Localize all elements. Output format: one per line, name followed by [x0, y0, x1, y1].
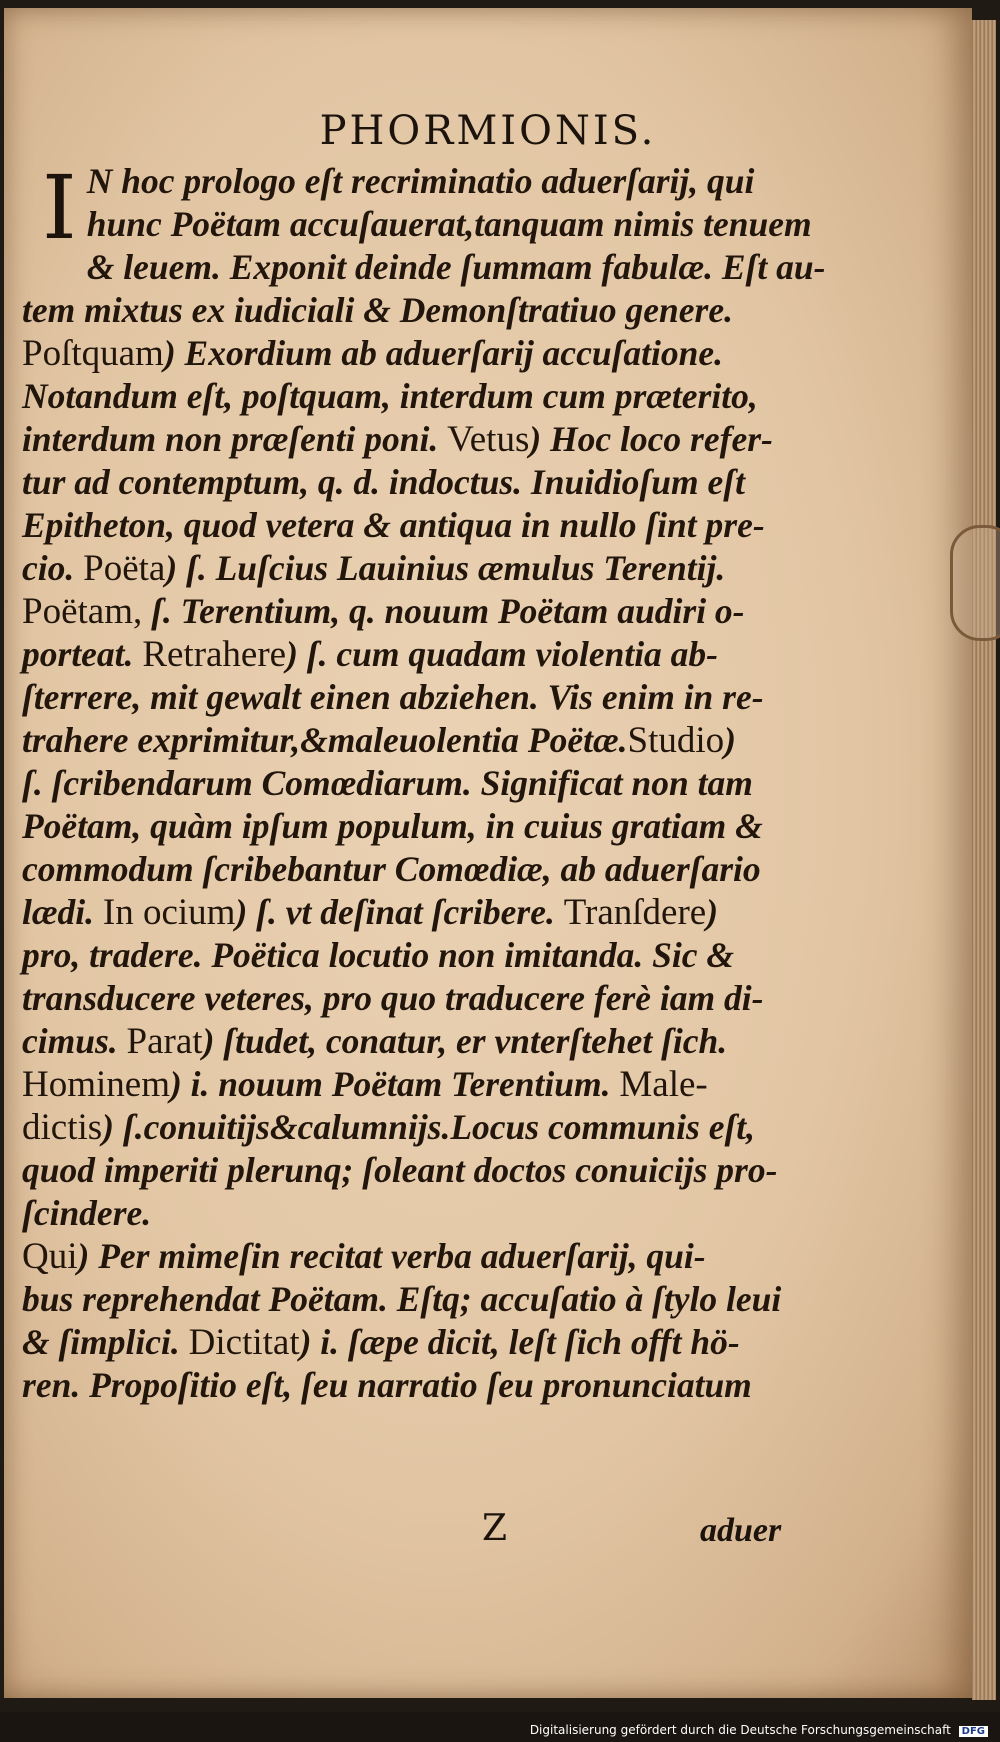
signature-mark: Z	[482, 1508, 508, 1549]
gloss: ſcindere.	[22, 1193, 152, 1233]
running-head: PHORMIONIS.	[319, 108, 657, 154]
gloss: ) Per mimeſin recitat verba aduerſarij, qui-	[77, 1236, 706, 1276]
text-line	[22, 461, 822, 504]
gloss: & leuem. Exponit deinde ſummam fabulæ. Eſt au-	[86, 247, 826, 287]
lemma: Tranſdere	[563, 892, 707, 933]
gloss: )	[706, 892, 719, 932]
funding-credit	[526, 1722, 992, 1738]
text-line	[22, 1106, 822, 1149]
gloss: Poëtam, quàm ipſum populum, in cuius gratiam &	[22, 806, 763, 846]
gloss: tem mixtus ex iudiciali & Demonſtratiuo genere.	[22, 290, 733, 330]
lemma: Dictitat	[188, 1322, 300, 1363]
text-line	[22, 246, 826, 289]
text-line	[22, 1020, 822, 1063]
gloss: bus reprehendat Poëtam. Eſtq; accuſatio à ſtylo leui	[22, 1279, 782, 1319]
lemma: Qui	[22, 1236, 78, 1277]
text-line	[22, 590, 822, 633]
gloss: porteat.	[22, 634, 143, 674]
funding-credit-text: Digitalisierung gefördert durch die Deutsche Forschungsgemeinschaft	[529, 1723, 951, 1737]
text-line	[22, 633, 822, 676]
gloss: ſ. Terentium, q. nouum Poëtam audiri o-	[142, 591, 745, 631]
book-page	[4, 8, 972, 1698]
text-line	[22, 762, 822, 805]
text-line	[22, 719, 822, 762]
drop-cap-initial: I	[42, 156, 77, 259]
lemma: In ocium	[102, 892, 236, 933]
gloss: commodum ſcribebantur Comœdiæ, ab aduerſario	[22, 849, 761, 889]
text-line	[22, 1192, 822, 1235]
gloss: Notandum eſt, poſtquam, interdum cum præterito,	[22, 376, 758, 416]
lemma: Retrahere	[142, 634, 287, 675]
text-line	[22, 289, 822, 332]
gloss: cio.	[22, 548, 84, 588]
text-line	[22, 676, 822, 719]
gloss: ſ. ſcribendarum Comœdiarum. Significat non tam	[22, 763, 753, 803]
lemma: Studio	[627, 720, 725, 761]
gloss: ) ſtudet, conatur, er vnterſtehet ſich.	[202, 1021, 728, 1061]
lemma: Parat	[126, 1021, 203, 1062]
book-clasp	[950, 525, 1000, 641]
lemma: Hominem	[22, 1064, 170, 1105]
gloss: ren. Propoſitio eſt, ſeu narratio ſeu pronunciatum	[22, 1365, 752, 1405]
gloss: tur ad contemptum, q. d. indoctus. Inuidioſum eſt	[22, 462, 745, 502]
gloss: interdum non præſenti poni.	[22, 419, 448, 459]
lemma: Male-	[619, 1064, 708, 1105]
gloss: N hoc prologo eſt recriminatio aduerſarij, qui	[86, 161, 755, 201]
lemma: dictis	[22, 1107, 103, 1148]
gloss: quod imperiti plerunq; ſoleant doctos conuicijs pro-	[22, 1150, 778, 1190]
text-line	[22, 1235, 822, 1278]
gloss: trahere exprimitur,&maleuolentia Poëtæ.	[22, 720, 628, 760]
gloss: hunc Poëtam accuſauerat,tanquam nimis tenuem	[86, 204, 812, 244]
text-line	[22, 504, 822, 547]
text-line	[22, 1364, 822, 1407]
gloss: )	[724, 720, 736, 760]
gloss: pro, tradere. Poëtica locutio non imitanda. Sic &	[22, 935, 734, 975]
page-edges	[972, 20, 996, 1700]
gloss: Epitheton, quod vetera & antiqua in nullo ſint pre-	[22, 505, 765, 545]
gloss: transducere veteres, pro quo traducere ferè iam di-	[22, 978, 764, 1018]
dfg-logo: DFG	[959, 1726, 988, 1737]
gloss: lædi.	[22, 892, 103, 932]
text-line	[22, 848, 822, 891]
gloss: ) Hoc loco refer-	[529, 419, 773, 459]
text-line	[22, 160, 822, 203]
text-line	[22, 1321, 822, 1364]
text-line	[22, 805, 822, 848]
gloss: ) ſ. Luſcius Lauinius æmulus Terentij.	[165, 548, 726, 588]
text-line	[22, 977, 822, 1020]
gloss: ſterrere, mit gewalt einen abziehen. Vis enim in re-	[22, 677, 764, 717]
text-line	[22, 1149, 822, 1192]
lemma: Vetus	[447, 419, 530, 460]
text-line	[22, 375, 822, 418]
text-line	[22, 203, 822, 246]
lemma: Poëta	[83, 548, 166, 589]
gloss: ) Exordium ab aduerſarij accuſatione.	[163, 333, 723, 373]
text-line	[22, 934, 822, 977]
text-line	[22, 1278, 822, 1321]
gloss: ) ſ. vt deſinat ſcribere.	[235, 892, 564, 932]
text-line	[22, 332, 822, 375]
commentary-text	[22, 156, 826, 1407]
lemma: Poſtquam	[22, 333, 164, 374]
gloss: & ſimplici.	[22, 1322, 189, 1362]
gloss: ) i. ſæpe dicit, leſt ſich offt hö-	[299, 1322, 740, 1362]
gloss: cimus.	[22, 1021, 127, 1061]
text-line	[22, 1063, 822, 1106]
catchword: aduer	[700, 1512, 782, 1549]
text-line	[22, 418, 822, 461]
text-line	[22, 547, 822, 590]
gloss: ) ſ. cum quadam violentia ab-	[286, 634, 719, 674]
page-foot	[4, 1508, 972, 1558]
gloss: ) ſ.conuitijs&calumnijs.Locus communis eſt,	[102, 1107, 756, 1147]
lemma: Poëtam,	[22, 591, 143, 632]
gloss: ) i. nouum Poëtam Terentium.	[169, 1064, 620, 1104]
text-line	[22, 891, 822, 934]
